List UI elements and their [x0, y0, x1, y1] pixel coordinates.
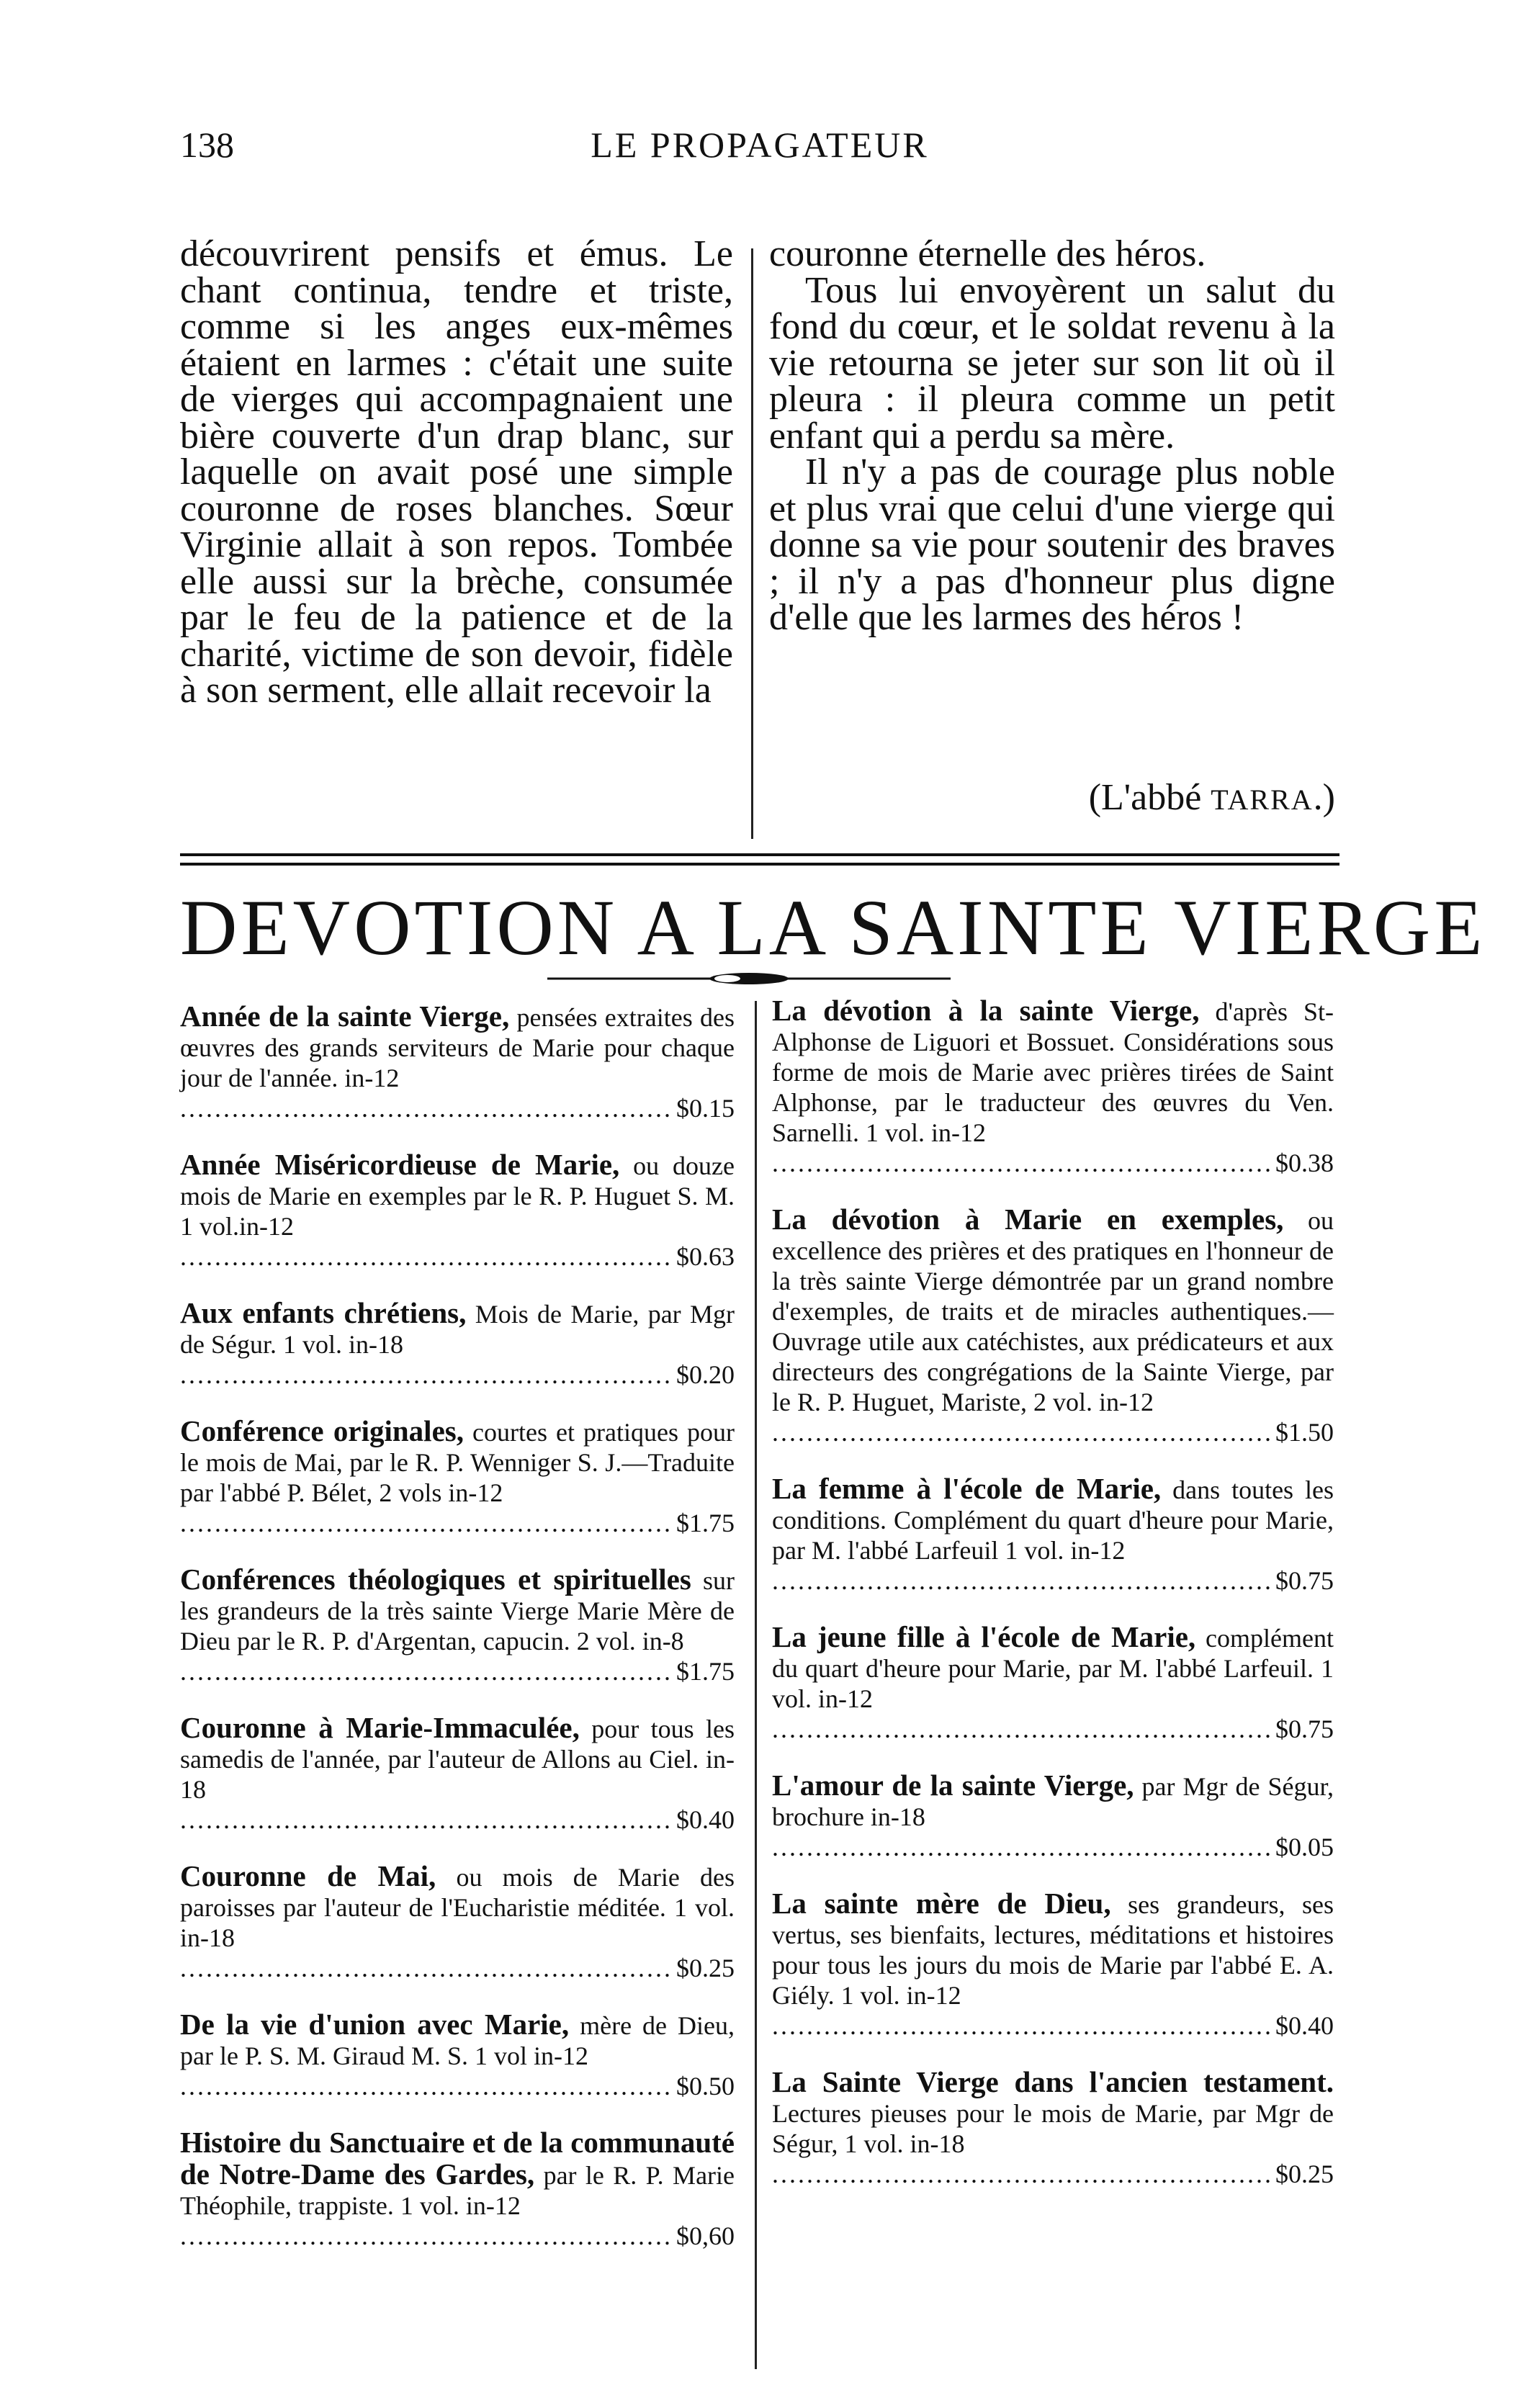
- entry-price: $0.63: [676, 1242, 735, 1271]
- entry-description: courtes et pratiques pour le mois de Mai, par le R. P. Wenniger S. J.—Traduite par l'abbé P. Bélet, 2 vols in-12: [180, 1418, 735, 1507]
- section-rule: [180, 853, 1339, 856]
- entry-price: $1.75: [676, 1509, 735, 1537]
- catalog-entry: [180, 1712, 735, 1835]
- catalog-entry: [180, 2009, 735, 2101]
- catalog-entry: [772, 2067, 1334, 2189]
- leader-dots: [180, 1656, 670, 1686]
- section-title: DEVOTION A LA SAINTE VIERGE: [180, 884, 1486, 971]
- catalog-entry: [180, 1001, 735, 1123]
- story-paragraph: Tous lui envoyèrent un salut du fond du cœur, et le soldat revenu à la vie retourna se jeter sur son lit où il pleura : il pleura comme un petit enfant qui a perdu sa mère.: [769, 269, 1335, 457]
- running-head: LE PROPAGATEUR: [591, 125, 929, 165]
- entry-title: Aux enfants chrétiens,: [180, 1296, 467, 1329]
- column-divider: [751, 248, 753, 839]
- story-paragraph: Il n'y a pas de courage plus noble et plus vrai que celui d'une vierge qui donne sa vie pour soutenir des braves ; il n'y a pas d'honneur plus digne d'elle que les larmes des héros !: [769, 452, 1335, 638]
- entry-description: par Mgr de Ségur, brochure in-18: [772, 1772, 1334, 1831]
- entry-description: complément du quart d'heure pour Marie, par M. l'abbé Larfeuil. 1 vol. in-12: [772, 1624, 1334, 1713]
- entry-price: $0.25: [676, 1954, 735, 1982]
- catalog-column-right: [772, 995, 1334, 2215]
- entry-title: La femme à l'école de Marie,: [772, 1472, 1162, 1505]
- entry-title: La sainte mère de Dieu,: [772, 1887, 1111, 1920]
- catalog-entry: [772, 1888, 1334, 2041]
- entry-description: mère de Dieu, par le P. S. M. Giraud M. S. 1 vol in-12: [180, 2011, 735, 2070]
- entry-price: $0,60: [676, 2221, 735, 2250]
- leader-dots: [180, 1241, 670, 1272]
- leader-dots: [180, 1508, 670, 1538]
- entry-description: ou douze mois de Marie en exemples par le R. P. Huguet S. M. 1 vol.in-12: [180, 1151, 735, 1241]
- catalog-column-left: [180, 1001, 735, 2277]
- catalog-entry: [772, 995, 1334, 1178]
- entry-description: pour tous les samedis de l'année, par l'auteur de Allons au Ciel. in-18: [180, 1715, 735, 1804]
- entry-title: Couronne à Marie-Immaculée,: [180, 1711, 580, 1744]
- entry-title: La dévotion à la sainte Vierge,: [772, 994, 1200, 1027]
- leader-dots: [180, 2071, 670, 2101]
- story-column-left: [180, 233, 733, 711]
- leader-dots: [180, 2221, 670, 2251]
- entry-title: Conférence originales,: [180, 1414, 464, 1447]
- entry-description: sur les grandeurs de la très sainte Vierge Marie Mère de Dieu par le R. P. d'Argentan, capucin. 2 vol. in-8: [180, 1566, 735, 1656]
- leader-dots: [772, 2159, 1270, 2189]
- entry-title: Histoire du Sanctuaire et de la communauté de Notre-Dame des Gardes,: [180, 2126, 735, 2191]
- catalog-entry: [772, 1473, 1334, 1596]
- leader-dots: [772, 1565, 1270, 1596]
- entry-title: L'amour de la sainte Vierge,: [772, 1769, 1134, 1802]
- entry-price: $0.40: [676, 1805, 735, 1834]
- author-signature: (L'abbé TARRA.): [1088, 777, 1335, 818]
- column-divider: [755, 1001, 757, 2369]
- entry-price: $0.20: [676, 1360, 735, 1389]
- ornament-rule: [547, 969, 951, 989]
- catalog-entry: [180, 1416, 735, 1538]
- catalog-entry: [180, 1861, 735, 1983]
- leader-dots: [772, 2011, 1270, 2041]
- leader-dots: [180, 1360, 670, 1390]
- entry-price: $0.75: [1275, 1715, 1334, 1743]
- entry-description: dans toutes les conditions. Complément du quart d'heure pour Marie, par M. l'abbé Larfeuil 1 vol. in-12: [772, 1475, 1334, 1565]
- entry-price: $0.05: [1275, 1833, 1334, 1861]
- leader-dots: [772, 1148, 1270, 1178]
- entry-description: pensées extraites des œuvres des grands serviteurs de Marie pour chaque jour de l'année. in-12: [180, 1003, 735, 1092]
- entry-description: ou excellence des prières et des pratiques en l'honneur de la très sainte Vierge démontrée par un grand nombre d'exemples, de traits et de miracles authentiques.—Ouvrage utile aux catéchistes, aux prédicateurs et aux directeurs des congrégations de la Sainte Vierge, par le R. P. Huguet, Mariste, 2 vol. in-12: [772, 1206, 1334, 1416]
- entry-description: Lectures pieuses pour le mois de Marie, par Mgr de Ségur, 1 vol. in-18: [772, 2099, 1334, 2158]
- leader-dots: [180, 1953, 670, 1983]
- entry-price: $1.50: [1275, 1418, 1334, 1447]
- catalog-entry: [772, 1622, 1334, 1744]
- catalog-entry: [180, 1298, 735, 1390]
- entry-title: De la vie d'union avec Marie,: [180, 2008, 570, 2041]
- catalog-entry: [180, 1564, 735, 1686]
- page-header: [180, 124, 1339, 174]
- leader-dots: [180, 1805, 670, 1835]
- entry-price: $1.75: [676, 1657, 735, 1686]
- entry-description: ou mois de Marie des paroisses par l'auteur de l'Eucharistie méditée. 1 vol. in-18: [180, 1863, 735, 1952]
- entry-price: $0.15: [676, 1094, 735, 1123]
- entry-title: Année de la sainte Vierge,: [180, 999, 510, 1033]
- leader-dots: [772, 1714, 1270, 1744]
- entry-price: $0.50: [676, 2072, 735, 2101]
- catalog-entry: [772, 1770, 1334, 1862]
- entry-title: La Sainte Vierge dans l'ancien testament.: [772, 2065, 1334, 2098]
- entry-description: ses grandeurs, ses vertus, ses bienfaits, lectures, méditations et histoires pour tous les jours du mois de Marie par l'abbé E. A. Giély. 1 vol. in-12: [772, 1890, 1334, 2010]
- entry-description: d'après St-Alphonse de Liguori et Bossuet. Considérations sous forme de mois de Marie avec prières tirées de Saint Alphonse, par le traducteur des œuvres du Ven. Sarnelli. 1 vol. in-12: [772, 997, 1334, 1147]
- page-number: 138: [180, 125, 234, 165]
- leader-dots: [180, 1093, 670, 1123]
- entry-title: La jeune fille à l'école de Marie,: [772, 1620, 1196, 1653]
- entry-price: $0.38: [1275, 1149, 1334, 1177]
- section-rule: [180, 863, 1339, 866]
- entry-description: par le R. P. Marie Théophile, trappiste. 1 vol. in-12: [180, 2161, 735, 2220]
- entry-title: Année Miséricordieuse de Marie,: [180, 1148, 620, 1181]
- entry-title: Couronne de Mai,: [180, 1859, 436, 1892]
- entry-title: Conférences théologiques et spirituelles: [180, 1563, 691, 1596]
- story-paragraph: couronne éternelle des héros.: [769, 233, 1206, 274]
- entry-price: $0.75: [1275, 1566, 1334, 1595]
- leader-dots: [772, 1832, 1270, 1862]
- leader-dots: [772, 1417, 1270, 1447]
- entry-price: $0.40: [1275, 2011, 1334, 2040]
- story-column-right: [769, 233, 1335, 638]
- catalog-entry: [180, 1149, 735, 1272]
- catalog-entry: [772, 1204, 1334, 1447]
- catalog-entry: [180, 2127, 735, 2251]
- entry-price: $0.25: [1275, 2160, 1334, 2188]
- story-paragraph: découvrirent pensifs et émus. Le chant continua, tendre et triste, comme si les anges eux-mêmes étaient en larmes : c'était une suite de vierges qui accompagnaient une bière couverte d'un drap blanc, sur laquelle on avait posé une simple couronne de roses blanches. Sœur Virginie allait à son repos. Tombée elle aussi sur la brèche, consumée par le feu de la patience et de la charité, victime de son devoir, fidèle à son serment, elle allait recevoir la: [180, 233, 733, 711]
- entry-title: La dévotion à Marie en exemples,: [772, 1203, 1284, 1236]
- entry-description: Mois de Marie, par Mgr de Ségur. 1 vol. in-18: [180, 1300, 735, 1359]
